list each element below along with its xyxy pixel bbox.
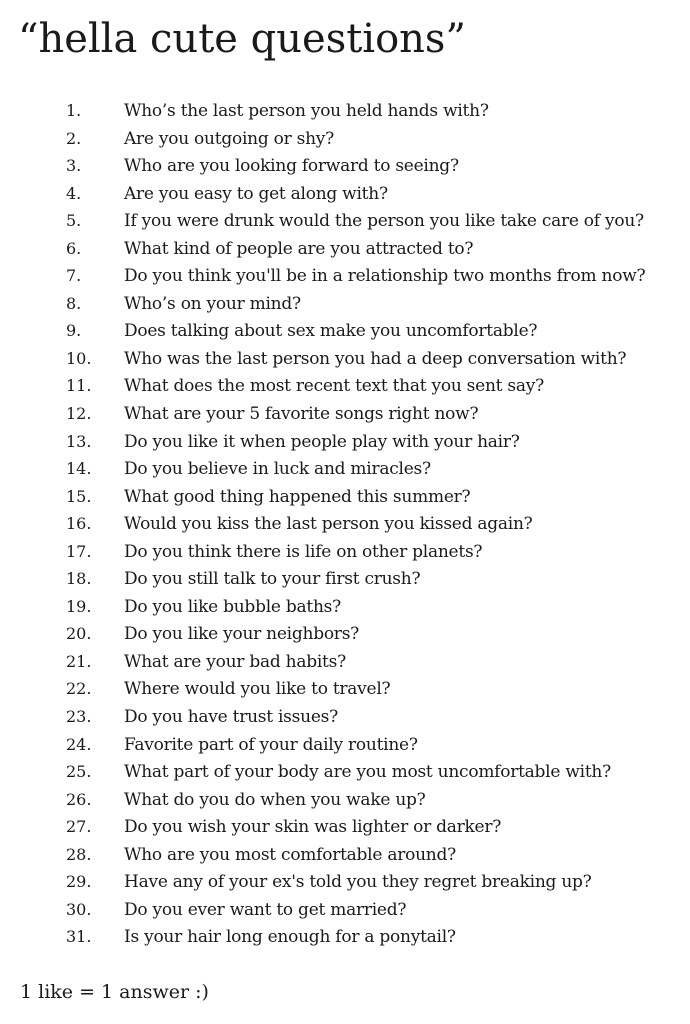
question-text: Who are you most comfortable around? [124,844,456,865]
question-text: Would you kiss the last person you kissed again? [124,514,533,535]
question-item [66,786,676,814]
question-number: 12. [66,404,92,424]
question-number: 19. [66,596,92,616]
question-number: 2. [66,128,82,148]
question-number: 11. [66,376,92,396]
question-item [66,207,676,235]
question-item [66,372,676,400]
question-text: Do you like your neighbors? [124,624,360,645]
question-number: 16. [66,514,92,534]
question-text: Who are you looking forward to seeing? [124,156,459,177]
question-text: What good thing happened this summer? [124,486,471,507]
question-number: 20. [66,624,92,644]
question-text: What kind of people are you attracted to? [124,238,474,259]
question-text: What does the most recent text that you sent say? [124,376,544,397]
question-item [66,97,676,125]
question-number: 17. [66,541,92,561]
question-number: 25. [66,762,92,782]
question-item [66,620,676,648]
question-item [66,703,676,731]
question-number: 28. [66,844,92,864]
question-number: 29. [66,872,92,892]
question-number: 30. [66,899,92,919]
question-number: 1. [66,101,82,120]
question-text: Do you believe in luck and miracles? [124,459,431,480]
question-number: 15. [66,486,92,506]
question-item [66,648,676,676]
question-number: 21. [66,651,92,671]
question-item [66,235,676,263]
question-number: 5. [66,211,82,231]
question-text: Are you outgoing or shy? [124,128,335,149]
question-number: 27. [66,817,92,837]
question-number: 4. [66,183,82,203]
question-text: Do you wish your skin was lighter or darker? [124,817,502,838]
question-text: Do you like bubble baths? [124,596,341,617]
question-text: Where would you like to travel? [124,679,391,700]
page-title: “hella cute questions” [18,16,466,62]
question-number: 7. [66,266,82,286]
question-number: 13. [66,431,92,451]
question-item [66,152,676,180]
question-item [66,923,676,951]
question-text: Who’s on your mind? [124,293,301,314]
question-item [66,483,676,511]
question-number: 23. [66,707,92,727]
question-item [66,262,676,290]
question-text: Is your hair long enough for a ponytail? [124,927,456,948]
question-text: What part of your body are you most uncomfortable with? [124,762,611,783]
question-item [66,758,676,786]
question-item [66,675,676,703]
question-item [66,400,676,428]
question-text: Have any of your ex's told you they regret breaking up? [124,872,592,893]
question-item [66,731,676,759]
question-number: 3. [66,156,82,176]
question-text: What are your bad habits? [124,651,346,672]
question-text: What do you do when you wake up? [124,789,426,810]
question-number: 8. [66,293,82,313]
question-number: 9. [66,321,82,341]
question-number: 10. [66,348,92,368]
question-item [66,345,676,373]
question-number: 31. [66,927,92,947]
question-item [66,510,676,538]
question-text: Do you like it when people play with your hair? [124,431,520,452]
question-text: Do you ever want to get married? [124,899,407,920]
question-number: 22. [66,679,92,699]
question-item [66,290,676,318]
question-item [66,593,676,621]
question-text: If you were drunk would the person you like take care of you? [124,211,644,232]
question-item [66,317,676,345]
question-number: 14. [66,459,92,479]
question-number: 6. [66,238,82,258]
question-text: Do you have trust issues? [124,707,338,728]
question-item [66,428,676,456]
question-text: Do you think there is life on other planets? [124,541,483,562]
question-number: 26. [66,789,92,809]
question-item [66,180,676,208]
footer-note: 1 like = 1 answer :) [20,981,209,1003]
question-item [66,125,676,153]
question-number: 24. [66,734,92,754]
question-text: Favorite part of your daily routine? [124,734,418,755]
question-text: Are you easy to get along with? [124,183,388,204]
question-list [66,97,676,951]
question-text: Do you think you'll be in a relationship two months from now? [124,266,646,287]
question-item [66,455,676,483]
question-item [66,538,676,566]
question-text: Does talking about sex make you uncomfortable? [124,321,538,342]
question-item [66,868,676,896]
question-text: Who was the last person you had a deep conversation with? [124,348,627,369]
question-text: Do you still talk to your first crush? [124,569,421,590]
question-item [66,896,676,924]
question-text: What are your 5 favorite songs right now? [124,404,479,425]
question-number: 18. [66,569,92,589]
question-item [66,813,676,841]
question-item [66,565,676,593]
question-item [66,841,676,869]
question-text: Who’s the last person you held hands with? [124,101,489,121]
